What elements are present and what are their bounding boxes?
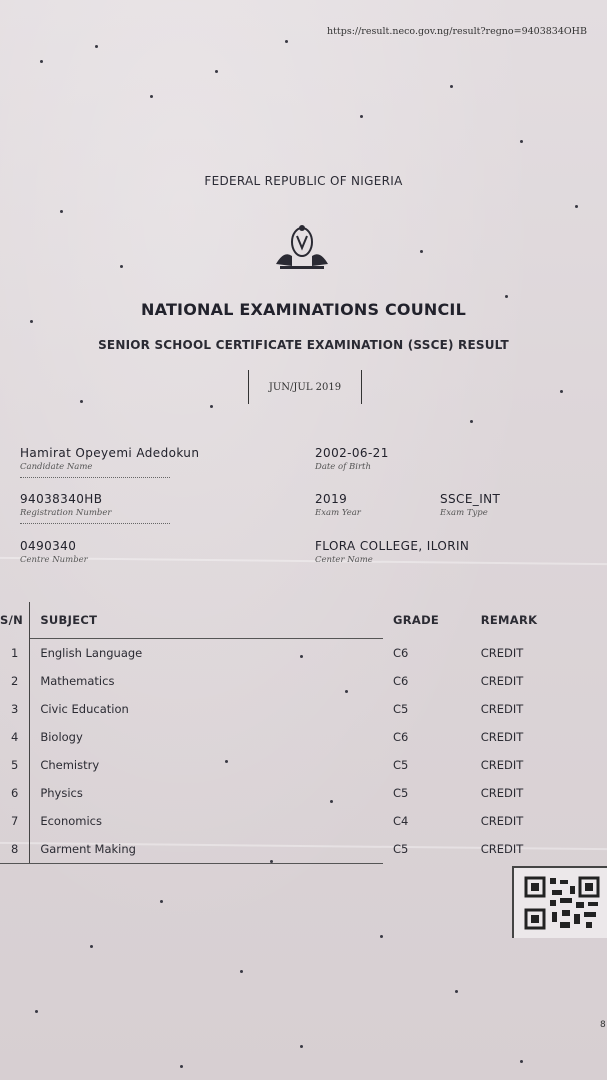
coat-of-arms-icon	[270, 222, 334, 274]
row-grade: C6	[392, 674, 409, 688]
exam-title: SENIOR SCHOOL CERTIFICATE EXAMINATION (SSCE) RESULT	[98, 338, 509, 352]
header-remark: REMARK	[480, 613, 538, 628]
row-grade: C4	[392, 814, 409, 828]
row-remark: CREDIT	[480, 786, 524, 800]
row-sn: 7	[0, 807, 30, 835]
centre-number: 0490340	[20, 539, 77, 553]
header-grade: GRADE	[392, 613, 440, 628]
candidate-name: Hamirat Opeyemi Adedokun	[20, 446, 200, 460]
row-remark: CREDIT	[480, 814, 524, 828]
row-remark: CREDIT	[480, 702, 524, 716]
exam-type-label: Exam Type	[440, 508, 488, 518]
exam-year-field	[315, 492, 361, 518]
table-row	[0, 667, 560, 695]
row-subject: Biology	[40, 730, 83, 744]
centre-number-field	[20, 539, 88, 565]
table-row	[0, 723, 560, 751]
row-remark: CREDIT	[480, 730, 524, 744]
exam-type: SSCE_INT	[440, 492, 501, 506]
row-sn: 4	[0, 723, 30, 751]
header-sn: S/N	[0, 602, 30, 639]
row-remark: CREDIT	[480, 674, 524, 688]
row-subject: Mathematics	[40, 674, 115, 688]
row-subject: Chemistry	[40, 758, 100, 772]
row-subject: Civic Education	[40, 702, 129, 716]
exam-year: 2019	[315, 492, 348, 506]
candidate-name-label: Candidate Name	[20, 462, 93, 472]
row-remark: CREDIT	[480, 758, 524, 772]
exam-session-text: JUN/JUL 2019	[268, 381, 342, 393]
dob-field	[315, 446, 389, 472]
candidate-name-field	[20, 446, 199, 472]
row-subject: English Language	[40, 646, 143, 660]
row-subject: Garment Making	[30, 835, 383, 864]
date-of-birth: 2002-06-21	[315, 446, 389, 460]
exam-year-label: Exam Year	[315, 508, 361, 518]
row-grade: C5	[392, 758, 409, 772]
table-row	[0, 807, 560, 835]
exam-type-field	[440, 492, 500, 518]
table-header-row	[0, 602, 560, 639]
row-grade: C5	[392, 786, 409, 800]
page-number: 8	[600, 1020, 606, 1030]
date-of-birth-label: Date of Birth	[315, 462, 371, 472]
registration-field	[20, 492, 111, 518]
centre-name: FLORA COLLEGE, ILORIN	[315, 539, 470, 553]
centre-name-label: Center Name	[315, 555, 373, 565]
paper-fold	[0, 557, 607, 565]
centre-number-label: Centre Number	[20, 555, 88, 565]
row-grade: C5	[392, 702, 409, 716]
registration-number-label: Registration Number	[20, 508, 112, 518]
qr-code-icon	[514, 868, 607, 938]
row-subject: Economics	[40, 814, 102, 828]
row-sn: 3	[0, 695, 30, 723]
results-table	[0, 602, 560, 864]
row-sn: 6	[0, 779, 30, 807]
registration-number: 94038340HB	[20, 492, 103, 506]
table-row	[0, 695, 560, 723]
centre-name-field	[315, 539, 469, 565]
row-sn: 2	[0, 667, 30, 695]
country-heading: FEDERAL REPUBLIC OF NIGERIA	[204, 174, 403, 188]
table-row	[0, 779, 560, 807]
table-row	[0, 639, 560, 668]
row-grade: C5	[392, 842, 409, 857]
table-row	[0, 751, 560, 779]
row-subject: Physics	[40, 786, 83, 800]
row-remark: CREDIT	[480, 842, 524, 857]
row-remark: CREDIT	[480, 645, 524, 660]
row-grade: C6	[392, 730, 409, 744]
exam-session	[248, 370, 362, 404]
council-title: NATIONAL EXAMINATIONS COUNCIL	[141, 300, 466, 319]
row-sn: 1	[0, 639, 30, 668]
table-row	[0, 835, 560, 864]
row-grade: C6	[392, 645, 409, 660]
qr-code[interactable]	[512, 866, 607, 938]
header-subject: SUBJECT	[30, 602, 383, 639]
row-sn: 8	[0, 835, 30, 864]
result-url[interactable]: https://result.neco.gov.ng/result?regno=9403834OHB	[327, 26, 587, 37]
row-sn: 5	[0, 751, 30, 779]
